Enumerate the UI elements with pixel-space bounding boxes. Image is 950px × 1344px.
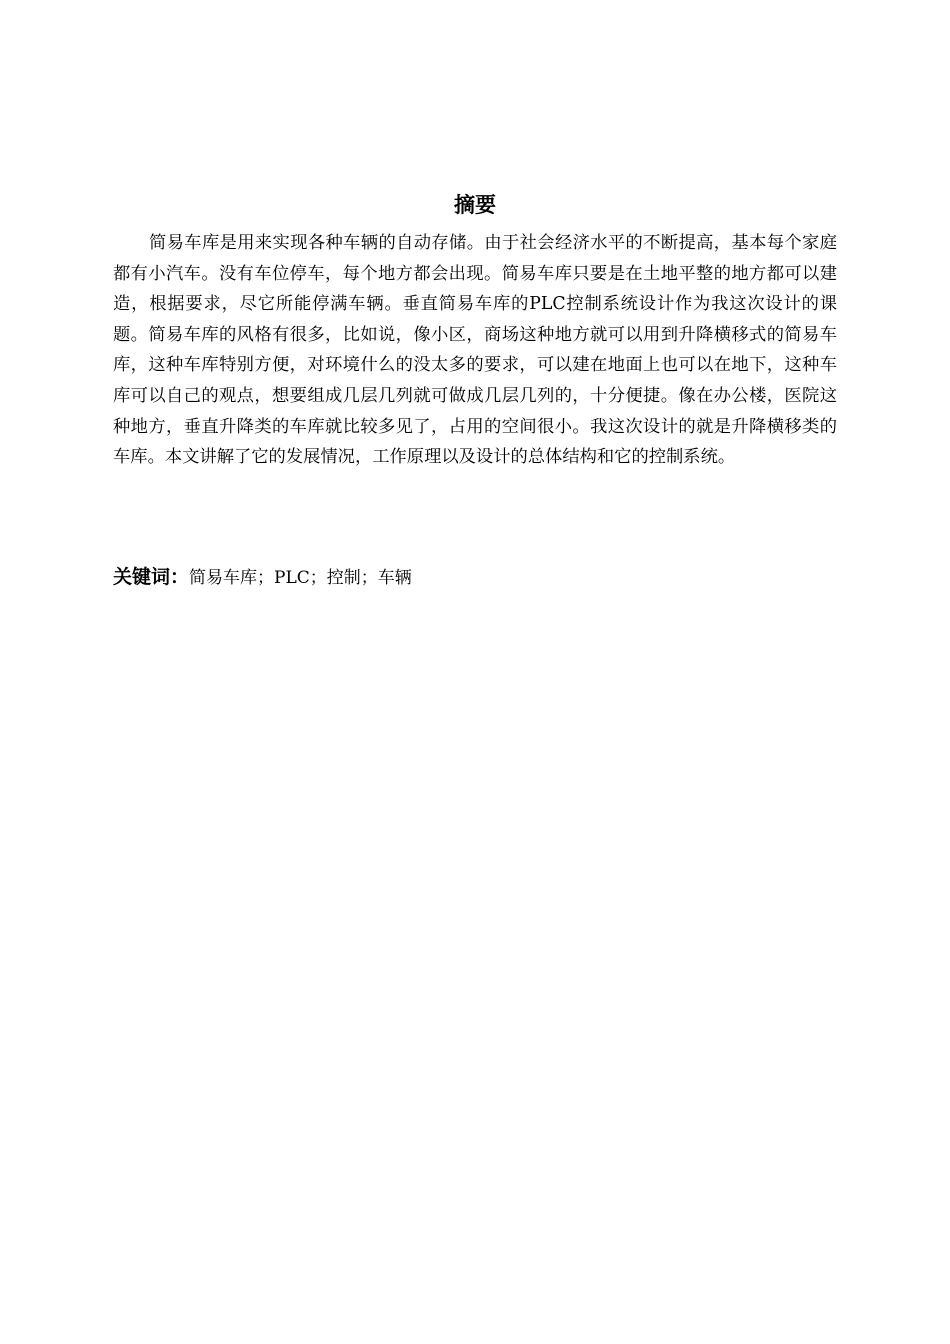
abstract-body: 简易车库是用来实现各种车辆的自动存储。由于社会经济水平的不断提高，基本每个家庭都有小汽车。没有车位停车，每个地方都会出现。简易车库只要是在土地平整的地方都可以建造，根据要求，尽它所能停满车辆。垂直简易车库的PLC控制系统设计作为我这次设计的课题。简易车库的风格有很多，比如说，像小区，商场这种地方就可以用到升降横移式的简易车库，这种车库特别方便，对环境什么的没太多的要求，可以建在地面上也可以在地下，这种车库可以自己的观点，想要组成几层几列就可做成几层几列的，十分便捷。像在办公楼，医院这种地方，垂直升降类的车库就比较多见了，占用的空间很小。我这次设计的就是升降横移类的车库。本文讲解了它的发展情况，工作原理以及设计的总体结构和它的控制系统。 — [113, 233, 837, 468]
abstract-title: 摘要 — [454, 193, 496, 217]
keywords-line — [113, 563, 837, 593]
keywords-value: 简易车库；PLC；控制；车辆 — [189, 568, 412, 588]
keywords-label: 关键词： — [113, 566, 190, 588]
